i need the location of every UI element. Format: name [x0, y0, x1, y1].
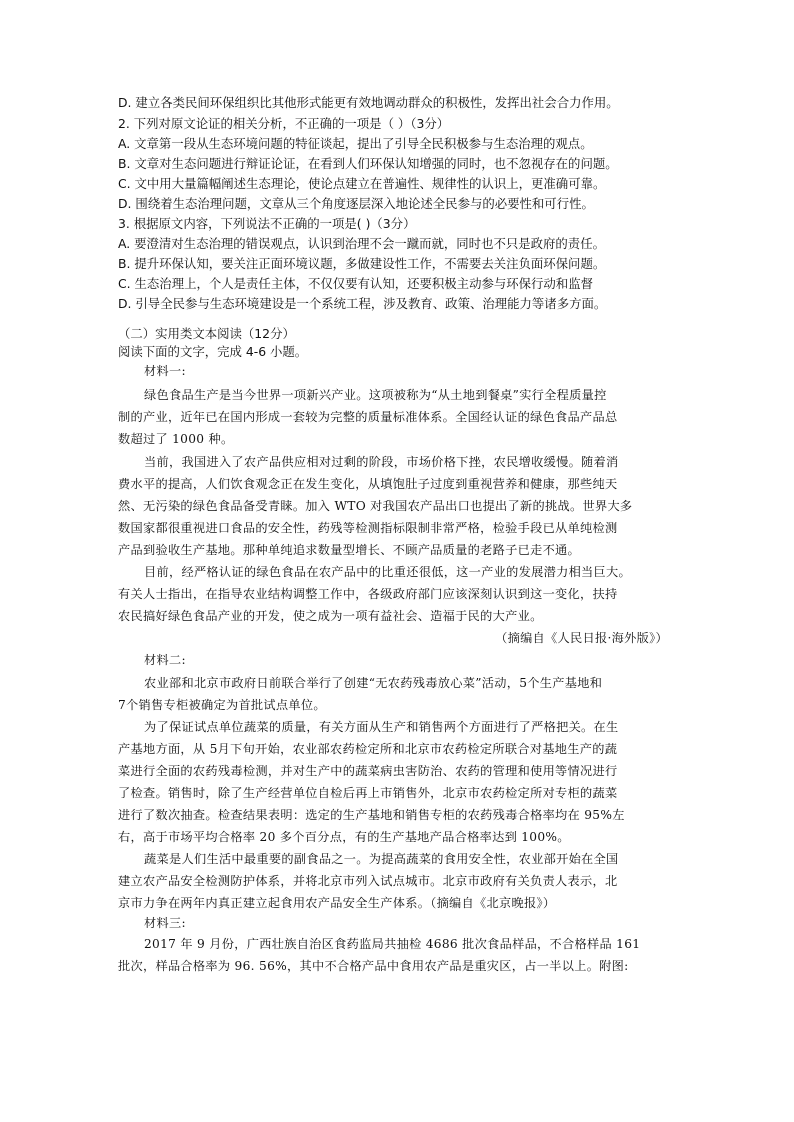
material-2-label: 材料二:: [144, 653, 186, 667]
material-1-paragraph-line: 目前，经严格认证的绿色食品在农产品中的比重还很低，这一产业的发展潜力相当巨大。: [144, 565, 632, 579]
question-2-option-c: C. 文中用大量篇幅阐述生态理论，使论点建立在普遍性、规律性的认识上，更准确可靠。: [118, 176, 606, 191]
material-1-label: 材料一:: [144, 364, 186, 378]
material-1-paragraph-line: 然、无污染的绿色食品备受青睐。加入 WTO 对我国农产品出口也提出了新的挑战。世界大多: [118, 499, 633, 513]
material-1-source: （摘编自《人民日报·海外版》）: [495, 631, 668, 645]
material-1-paragraph-line: 有关人士指出，在指导农业结构调整工作中，各级政府部门应该深刻认识到这一变化，扶持: [118, 587, 618, 601]
material-1-paragraph-line: 产品到验收生产基地。那种单纯追求数量型增长、不顾产品质量的老路子已走不通。: [118, 543, 581, 557]
material-1-paragraph-line: 数超过了 1000 种。: [118, 432, 234, 446]
question-2-option-b: B. 文章对生态问题进行辩证论证，在看到人们环保认知增强的同时，也不忽视存在的问题。: [118, 156, 618, 171]
material-2-paragraph-line: 了检查。销售时，除了生产经营单位自检后再上市销售外，北京市农药检定所对专柜的蔬菜: [118, 786, 618, 800]
material-1-paragraph-line: 当前，我国进入了农产品供应相对过剩的阶段，市场价格下挫，农民增收缓慢。随着消: [144, 455, 619, 469]
section-instruction: 阅读下面的文字，完成 4-6 小题。: [118, 344, 308, 359]
question-3-option-b: B. 提升环保认知，要关注正面环境议题，多做建设性工作，不需要去关注负面环保问题。: [118, 256, 606, 271]
material-2-paragraph-line: 农业部和北京市政府日前联合举行了创建“无农药残毒放心菜”活动，5个生产基地和: [144, 676, 603, 690]
question-2-option-d: D. 围绕着生态治理问题，文章从三个角度逐层深入地论述全民参与的必要性和可行性。: [118, 196, 594, 211]
material-2-paragraph-line: 菜进行全面的农药残毒检测，并对生产中的蔬菜病虫害防治、农药的管理和使用等情况进行: [118, 764, 618, 778]
question-3-stem: 3. 根据原文内容，下列说法不正确的一项是( )（3分）: [118, 216, 416, 231]
material-1-paragraph-line: 绿色食品生产是当今世界一项新兴产业。这项被称为“从土地到餐桌”实行全程质量控: [144, 388, 607, 402]
question-3-option-d: D. 引导全民参与生态环境建设是一个系统工程，涉及教育、政策、治理能力等诸多方面。: [118, 296, 607, 311]
material-3-label: 材料三:: [144, 916, 186, 930]
question-3-option-c: C. 生态治理上，个人是责任主体，不仅仅要有认知，还要积极主动参与环保行动和监督: [118, 276, 593, 291]
question-3-option-a: A. 要澄清对生态治理的错误观点，认识到治理不会一蹴而就，同时也不只是政府的责任。: [118, 236, 605, 251]
section-heading: （二）实用类文本阅读（12分）: [118, 326, 295, 341]
material-2-paragraph-line: 建立农产品安全检测防护体系，并将北京市列入试点城市。北京市政府有关负责人表示，北: [118, 874, 618, 888]
material-2-paragraph-line: 右，高于市场平均合格率 20 多个百分点，有的生产基地产品合格率达到 100%。: [118, 830, 570, 844]
material-2-paragraph-line: 产基地方面，从 5月下旬开始，农业部农药检定所和北京市农药检定所联合对基地生产的蔬: [118, 742, 618, 756]
material-2-paragraph-line: 进行了数次抽查。检查结果表明：选定的生产基地和销售专柜的农药残毒合格率均在 95%左: [118, 808, 625, 822]
question-2-option-a: A. 文章第一段从生态环境问题的特征谈起，提出了引导全民积极参与生态治理的观点。: [118, 136, 593, 151]
material-2-paragraph-line: 京市力争在两年内真正建立起食用农产品安全生产体系。（摘编自《北京晚报》）: [118, 896, 556, 910]
material-1-paragraph-line: 费水平的提高，人们饮食观念正在发生变化，从填饱肚子过度到重视营养和健康，那些纯天: [118, 477, 618, 491]
option-1-d: D. 建立各类民间环保组织比其他形式能更有效地调动群众的积极性，发挥出社会合力作用。: [118, 95, 619, 110]
question-2-stem: 2. 下列对原文论证的相关分析，不正确的一项是（ ）（3分）: [118, 116, 450, 131]
material-1-paragraph-line: 农民搞好绿色食品产业的开发，使之成为一项有益社会、造福于民的大产业。: [118, 609, 543, 623]
material-2-paragraph-line: 7个销售专柜被确定为首批试点单位。: [118, 698, 326, 712]
material-2-paragraph-line: 为了保证试点单位蔬菜的质量，有关方面从生产和销售两个方面进行了严格把关。在生: [144, 720, 619, 734]
material-2-paragraph-line: 蔬菜是人们生活中最重要的副食品之一。为提高蔬菜的食用安全性，农业部开始在全国: [144, 852, 619, 866]
material-1-paragraph-line: 数国家都很重视进口食品的安全性，药残等检测指标限制非常严格，检验手段已从单纯检测: [118, 521, 618, 535]
material-1-paragraph-line: 制的产业，近年已在国内形成一套较为完整的质量标准体系。全国经认证的绿色食品产品总: [118, 410, 618, 424]
material-3-paragraph-line: 2017 年 9 月份，广西壮族自治区食药监局共抽检 4686 批次食品样品，不合格样品 161: [144, 937, 641, 951]
material-3-paragraph-line: 批次，样品合格率为 96. 56%，其中不合格产品中食用农产品是重灾区，占一半以上。附图:: [118, 959, 629, 973]
